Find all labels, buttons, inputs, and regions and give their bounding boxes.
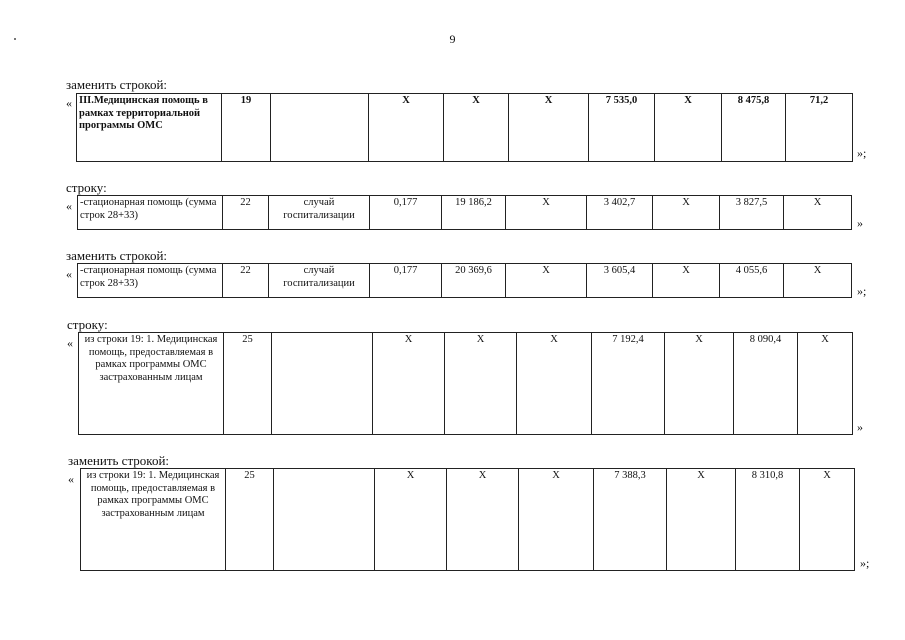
cell-value: Х [798, 333, 853, 435]
cell-value: Х [519, 469, 594, 571]
cell-value: 7 388,3 [594, 469, 667, 571]
cell-name: III.Медицинская помощь в рамках территориальной программы ОМС [77, 94, 222, 162]
instruction-label: заменить строкой: [68, 453, 170, 468]
cell-name: из строки 19: 1. Медицинская помощь, предоставляемая в рамках программы ОМС застрахованным лицам [79, 333, 224, 435]
cell-unit [274, 469, 375, 571]
cell-unit: случай госпитализации [269, 264, 370, 298]
cell-value: 3 605,4 [587, 264, 653, 298]
closing-quote: »; [857, 146, 867, 160]
closing-quote: » [857, 216, 863, 230]
opening-quote: « [67, 336, 73, 350]
closing-quote: »; [860, 556, 870, 570]
opening-quote: « [66, 199, 72, 213]
cell-value: 0,177 [370, 196, 442, 230]
scan-speck [14, 38, 16, 40]
opening-quote: « [66, 96, 72, 110]
opening-quote: « [68, 472, 74, 486]
cell-value: Х [373, 333, 445, 435]
cell-line-number: 25 [226, 469, 274, 571]
cell-value: Х [445, 333, 517, 435]
cell-value: Х [800, 469, 855, 571]
cell-value: 71,2 [786, 94, 853, 162]
cell-value: Х [375, 469, 447, 571]
page-number: 9 [449, 32, 456, 46]
instruction-label: строку: [67, 317, 108, 332]
table-row [76, 93, 853, 162]
cell-unit [272, 333, 373, 435]
cell-line-number: 22 [223, 196, 269, 230]
cell-value: Х [369, 94, 444, 162]
cell-value: Х [667, 469, 736, 571]
instruction-label: заменить строкой: [66, 248, 168, 263]
cell-value: Х [653, 196, 720, 230]
opening-quote: « [66, 267, 72, 281]
table-row [80, 468, 855, 571]
cell-value: 7 192,4 [592, 333, 665, 435]
cell-line-number: 22 [223, 264, 269, 298]
cell-value: 8 475,8 [722, 94, 786, 162]
cell-value: Х [653, 264, 720, 298]
cell-value: Х [784, 264, 852, 298]
cell-value: 8 090,4 [734, 333, 798, 435]
cell-value: 7 535,0 [589, 94, 655, 162]
cell-value: 8 310,8 [736, 469, 800, 571]
cell-name: из строки 19: 1. Медицинская помощь, предоставляемая в рамках программы ОМС застрахованным лицам [81, 469, 226, 571]
instruction-label: заменить строкой: [66, 77, 168, 92]
cell-name: -стационарная помощь (сумма строк 28+33) [78, 264, 223, 298]
cell-value: Х [665, 333, 734, 435]
cell-value: Х [444, 94, 509, 162]
cell-value: 20 369,6 [442, 264, 506, 298]
table-row [77, 195, 852, 230]
cell-value: Х [655, 94, 722, 162]
cell-name: -стационарная помощь (сумма строк 28+33) [78, 196, 223, 230]
instruction-label: строку: [66, 180, 107, 195]
cell-value: Х [509, 94, 589, 162]
closing-quote: » [857, 420, 863, 434]
cell-unit: случай госпитализации [269, 196, 370, 230]
cell-value: 3 402,7 [587, 196, 653, 230]
closing-quote: »; [857, 284, 867, 298]
cell-value: Х [447, 469, 519, 571]
table-row [77, 263, 852, 298]
cell-line-number: 25 [224, 333, 272, 435]
cell-value: 4 055,6 [720, 264, 784, 298]
cell-value: 0,177 [370, 264, 442, 298]
table-row [78, 332, 853, 435]
cell-unit [271, 94, 369, 162]
cell-value: Х [517, 333, 592, 435]
cell-line-number: 19 [222, 94, 271, 162]
cell-value: Х [506, 264, 587, 298]
cell-value: 19 186,2 [442, 196, 506, 230]
cell-value: Х [506, 196, 587, 230]
cell-value: Х [784, 196, 852, 230]
cell-value: 3 827,5 [720, 196, 784, 230]
